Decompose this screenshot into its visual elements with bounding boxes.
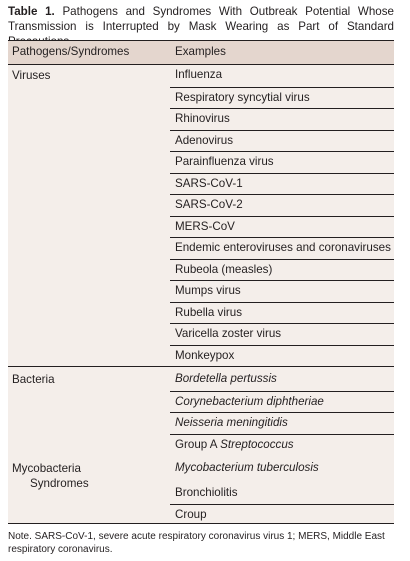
header-pathogens: Pathogens/Syndromes [12,45,130,58]
table-header [8,41,394,65]
example-italic: Neisseria meningitidis [175,416,288,429]
pathogen-table [8,40,394,524]
example-italic: Bordetella pertussis [175,372,277,385]
example-row [170,151,394,174]
example-italic: Corynebacterium diphtheriae [175,394,324,408]
example-row [170,87,394,110]
example-text: Monkeypox [175,348,235,362]
example-text: Varicella zoster virus [175,327,282,340]
example-row [170,483,394,505]
example-row [170,302,394,325]
example-text: Rubella virus [175,305,243,319]
example-text [175,461,319,474]
example-text [175,372,277,385]
example-row [170,259,394,282]
example-text: Bronchiolitis [175,485,238,499]
example-text: Respiratory syncytial virus [175,90,310,104]
example-text: SARS-CoV-1 [175,176,243,190]
example-text: Endemic enteroviruses and coronaviruses [175,241,391,254]
caption-text: Pathogens and Syndromes With Outbreak Potential Whose Transmission is Interrupted by Mask Wearing as Part of Standard [8,5,394,33]
example-text: Mumps virus [175,284,241,297]
example-row [170,237,394,260]
example-text: Influenza [175,68,223,81]
example-row [170,345,394,368]
example-row [170,194,394,217]
example-text [175,395,324,408]
group-name: Mycobacteria [12,462,81,475]
example-row [170,323,394,346]
example-text: Adenovirus [175,133,234,147]
example-italic: Streptococcus [220,437,294,451]
example-text: Parainfluenza virus [175,155,274,168]
example-row [170,369,394,391]
group-name: Viruses [12,69,51,82]
example-row [170,65,394,87]
example-text [175,416,288,429]
table-note: Note. SARS-CoV-1, severe acute respiratory coronavirus virus 1; MERS, Middle East respiratory coronavirus. [8,531,385,555]
example-row [170,216,394,239]
example-row [170,458,394,480]
group-separator [8,366,394,367]
example-text: Group A Streptococcus [175,437,294,451]
example-row [170,280,394,303]
example-text: Rhinovirus [175,112,230,125]
group-name: Bacteria [12,373,55,386]
example-row [170,412,394,435]
example-row [170,130,394,153]
example-row [170,504,394,527]
example-row [170,434,394,457]
example-row [170,391,394,414]
example-text: SARS-CoV-2 [175,198,243,211]
caption-label: Table 1. [8,5,55,18]
example-row [170,108,394,131]
example-italic: Mycobacterium tuberculosis [175,461,319,474]
example-text: Croup [175,508,207,521]
header-examples: Examples [175,45,226,58]
example-text: MERS-CoV [175,219,235,233]
example-text: Rubeola (measles) [175,262,273,276]
example-row [170,173,394,196]
group-name: Syndromes [30,476,89,490]
